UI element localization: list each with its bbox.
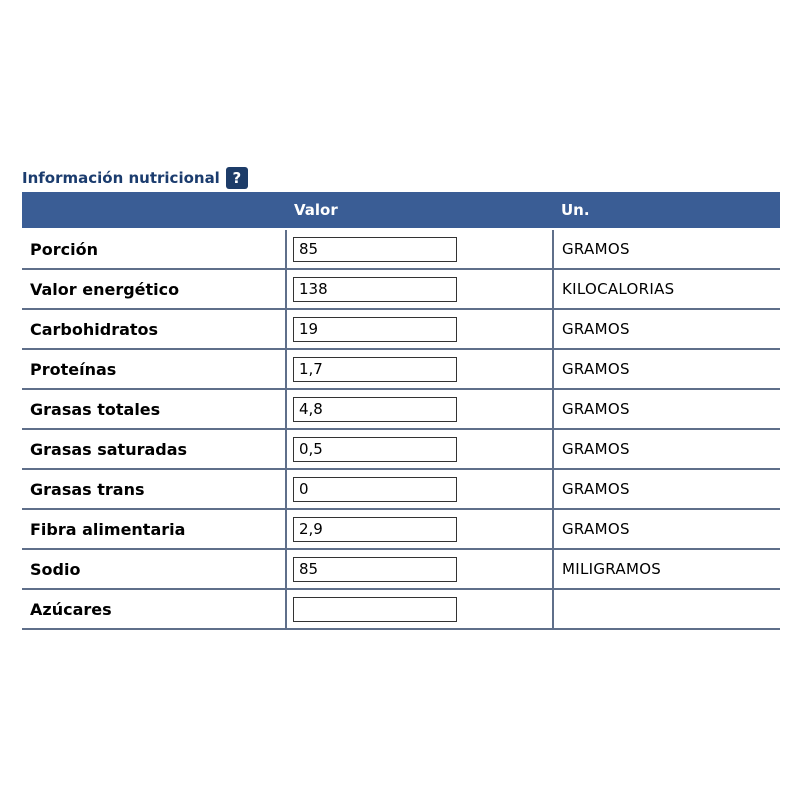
fiber-value-input[interactable] <box>293 517 457 542</box>
nutrient-label: Proteínas <box>22 349 286 389</box>
help-icon[interactable]: ? <box>226 167 248 189</box>
table-header-row <box>22 192 780 229</box>
proteins-value-input[interactable] <box>293 357 457 382</box>
value-cell <box>286 389 553 429</box>
table-row <box>22 309 780 349</box>
header-nutrient <box>22 192 286 229</box>
sodium-value-input[interactable] <box>293 557 457 582</box>
table-row <box>22 469 780 509</box>
carbohydrates-value-input[interactable] <box>293 317 457 342</box>
header-unit: Un. <box>553 192 780 229</box>
total-fat-value-input[interactable] <box>293 397 457 422</box>
unit-label: GRAMOS <box>553 509 780 549</box>
value-cell <box>286 229 553 269</box>
nutrient-label: Grasas saturadas <box>22 429 286 469</box>
section-title: Información nutricional <box>22 169 220 187</box>
table-row <box>22 589 780 629</box>
nutrient-label: Sodio <box>22 549 286 589</box>
unit-label: MILIGRAMOS <box>553 549 780 589</box>
table-row <box>22 509 780 549</box>
value-cell <box>286 309 553 349</box>
portion-value-input[interactable] <box>293 237 457 262</box>
nutrient-label: Valor energético <box>22 269 286 309</box>
nutrient-label: Azúcares <box>22 589 286 629</box>
energy-value-input[interactable] <box>293 277 457 302</box>
table-row <box>22 349 780 389</box>
sugars-value-input[interactable] <box>293 597 457 622</box>
nutrient-label: Porción <box>22 229 286 269</box>
nutrient-label: Grasas trans <box>22 469 286 509</box>
header-value: Valor <box>286 192 553 229</box>
value-cell <box>286 269 553 309</box>
nutrient-label: Carbohidratos <box>22 309 286 349</box>
unit-label: GRAMOS <box>553 349 780 389</box>
nutrition-table <box>22 192 780 630</box>
table-row <box>22 429 780 469</box>
value-cell <box>286 509 553 549</box>
unit-label <box>553 589 780 629</box>
unit-label: GRAMOS <box>553 469 780 509</box>
unit-label: GRAMOS <box>553 309 780 349</box>
unit-label: KILOCALORIAS <box>553 269 780 309</box>
nutrient-label: Grasas totales <box>22 389 286 429</box>
trans-fat-value-input[interactable] <box>293 477 457 502</box>
table-row <box>22 269 780 309</box>
nutrition-section-header <box>22 164 248 192</box>
unit-label: GRAMOS <box>553 229 780 269</box>
table-row <box>22 389 780 429</box>
unit-label: GRAMOS <box>553 429 780 469</box>
saturated-fat-value-input[interactable] <box>293 437 457 462</box>
unit-label: GRAMOS <box>553 389 780 429</box>
value-cell <box>286 429 553 469</box>
value-cell <box>286 349 553 389</box>
nutrient-label: Fibra alimentaria <box>22 509 286 549</box>
value-cell <box>286 469 553 509</box>
value-cell <box>286 589 553 629</box>
table-row <box>22 549 780 589</box>
table-row <box>22 229 780 269</box>
value-cell <box>286 549 553 589</box>
